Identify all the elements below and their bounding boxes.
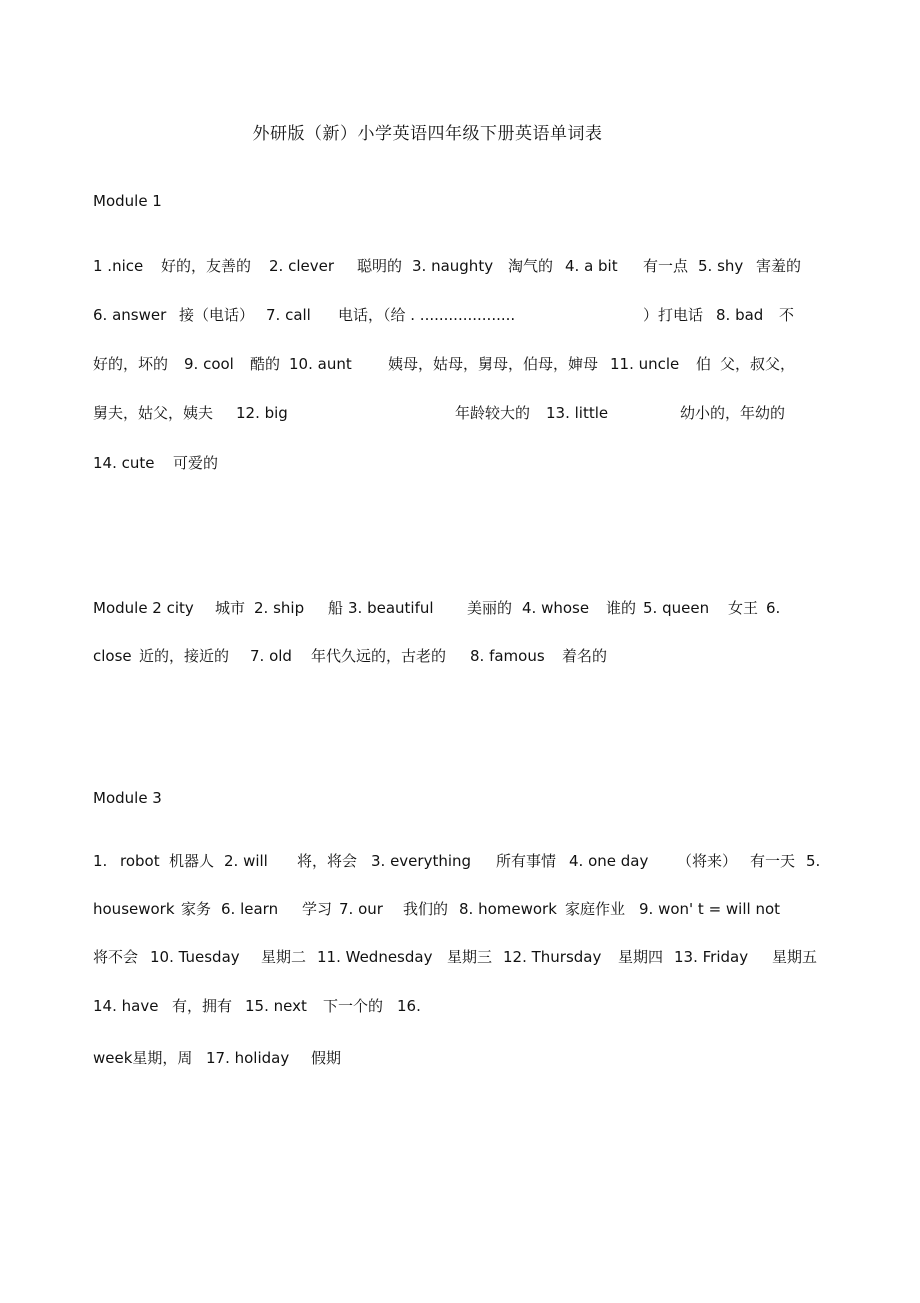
module-1-heading: Module 1	[93, 192, 162, 210]
meaning: 酷的	[250, 355, 281, 373]
meaning: 姨母，姑母，舅母，伯母，婶母	[388, 355, 599, 373]
meaning: 船	[328, 599, 344, 617]
meaning: 星期四	[618, 948, 664, 966]
word: Module 2 city	[93, 599, 194, 617]
meaning: 着名的	[562, 647, 608, 665]
document-title: 外研版（新）小学英语四年级下册英语单词表	[252, 124, 603, 144]
meaning: 机器人	[169, 852, 215, 870]
word: 5. queen	[643, 599, 710, 617]
meaning: 好的，友善的	[161, 257, 252, 275]
word: 12. Thursday	[503, 948, 602, 966]
meaning: 不	[779, 306, 795, 324]
meaning: 将，将会	[297, 852, 358, 870]
meaning: 接（电话）	[179, 306, 255, 324]
word: 14. cute	[93, 454, 155, 472]
word: 5. shy	[698, 257, 744, 275]
meaning: 星期五	[772, 948, 818, 966]
word: 3. beautiful	[348, 599, 434, 617]
meaning: 聪明的	[357, 257, 403, 275]
meaning: 近的，接近的	[139, 647, 230, 665]
word: 11. uncle	[610, 355, 680, 373]
word: 10. Tuesday	[150, 948, 240, 966]
word: 15. next	[245, 997, 307, 1015]
meaning: 可爱的	[173, 454, 219, 472]
word: 6. answer	[93, 306, 167, 324]
meaning: 淘气的	[508, 257, 554, 275]
meaning: （将来）	[677, 852, 738, 870]
word: 17. holiday	[206, 1049, 290, 1067]
word: housework	[93, 900, 175, 918]
meaning: 女王	[728, 599, 759, 617]
meaning: 学习	[302, 900, 333, 918]
word: 10. aunt	[289, 355, 352, 373]
meaning: 好的，坏的	[93, 355, 169, 373]
word: 6.	[766, 599, 781, 617]
word: 4. whose	[522, 599, 590, 617]
word: 6. learn	[221, 900, 279, 918]
word: 7. our	[339, 900, 383, 918]
meaning: 将不会	[93, 948, 139, 966]
word: 13. Friday	[674, 948, 749, 966]
word: 16.	[397, 997, 421, 1015]
word: 4. one day	[569, 852, 649, 870]
module-3-heading: Module 3	[93, 789, 162, 807]
meaning: 舅夫，姑父，姨夫	[93, 404, 214, 422]
word: 3. naughty	[412, 257, 494, 275]
word: 9. won' t = will not	[639, 900, 781, 918]
word: week星期，周	[93, 1049, 193, 1067]
word: 4. a bit	[565, 257, 618, 275]
word: 1.	[93, 852, 108, 870]
meaning: 假期	[311, 1049, 342, 1067]
word: 7. old	[250, 647, 292, 665]
meaning: ）打电话	[643, 306, 704, 324]
meaning: 星期三	[447, 948, 493, 966]
word: 8. famous	[470, 647, 545, 665]
meaning: 有一点	[643, 257, 689, 275]
meaning: 幼小的，年幼的	[680, 404, 786, 422]
word: close	[93, 647, 132, 665]
word: 7. call	[266, 306, 311, 324]
meaning: 年代久远的，古老的	[311, 647, 447, 665]
meaning: 谁的	[606, 599, 637, 617]
word: 11. Wednesday	[317, 948, 433, 966]
meaning: 我们的	[403, 900, 449, 918]
meaning: 害羞的	[756, 257, 802, 275]
meaning: 电话，（给 . ....................	[338, 306, 516, 324]
meaning: 伯	[696, 355, 712, 373]
meaning: 年龄较大的	[455, 404, 531, 422]
meaning: 家庭作业	[565, 900, 626, 918]
word: 2. will	[224, 852, 268, 870]
meaning: 所有事情	[496, 852, 557, 870]
word: 5.	[806, 852, 821, 870]
meaning: 有一天	[750, 852, 796, 870]
word: 3. everything	[371, 852, 472, 870]
word: 9. cool	[184, 355, 234, 373]
word: 2. ship	[254, 599, 305, 617]
word: 13. little	[546, 404, 609, 422]
meaning: 有，拥有	[172, 997, 233, 1015]
meaning: 家务	[181, 900, 212, 918]
word: 14. have	[93, 997, 159, 1015]
word: 1 .nice	[93, 257, 144, 275]
word: 8. homework	[459, 900, 557, 918]
word: 8. bad	[716, 306, 764, 324]
meaning: 城市	[215, 599, 246, 617]
word: 12. big	[236, 404, 288, 422]
word: 2. clever	[269, 257, 334, 275]
word: robot	[120, 852, 160, 870]
meaning: 父，叔父，	[720, 355, 796, 373]
meaning: 美丽的	[467, 599, 513, 617]
meaning: 下一个的	[323, 997, 384, 1015]
meaning: 星期二	[261, 948, 307, 966]
